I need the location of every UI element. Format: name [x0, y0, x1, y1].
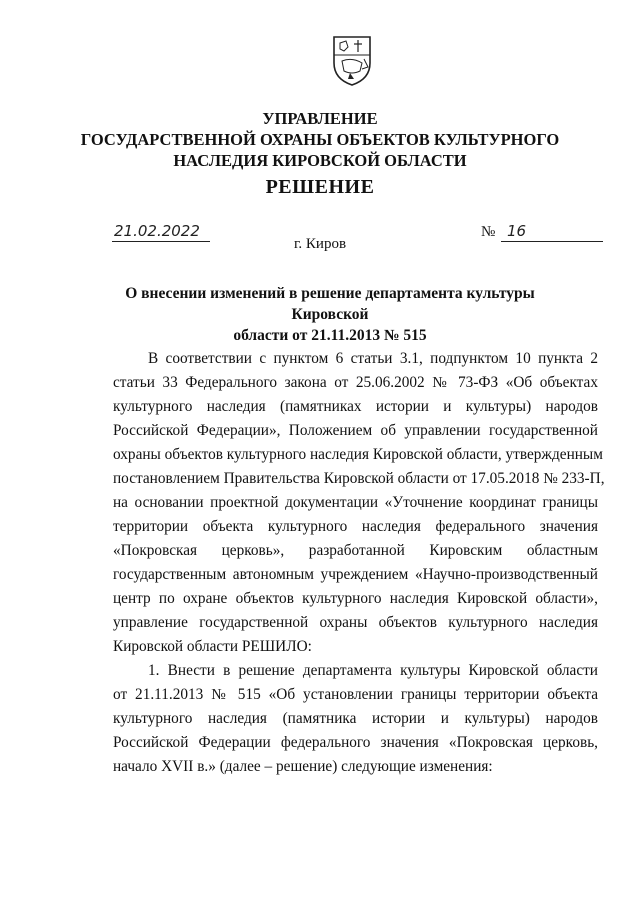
- body-line: культурного наследия (памятника истории и культуры) народов: [113, 710, 598, 727]
- subject-line: области от 21.11.2013 № 515: [233, 327, 427, 344]
- body-line: культурного наследия (памятниках истории и культуры) народов: [113, 398, 598, 415]
- document-type: РЕШЕНИЕ: [265, 176, 375, 198]
- org-line: НАСЛЕДИЯ КИРОВСКОЙ ОБЛАСТИ: [173, 151, 467, 170]
- body-line: управление государственной охраны объектов культурного наследия: [113, 614, 598, 631]
- body-line: территории объекта культурного наследия федерального значения: [113, 518, 598, 535]
- number-label: №: [481, 224, 496, 240]
- subject-line: О внесении изменений в решение департамента культуры Кировской: [125, 285, 535, 323]
- body-line: Кировской области РЕШИЛО:: [113, 638, 312, 655]
- coat-of-arms-icon: [330, 33, 374, 87]
- body-line: Российской Федерации федерального значения «Покровская церковь,: [113, 734, 598, 751]
- body-line: охраны объектов культурного наследия Кировской области, утвержденным: [113, 446, 603, 463]
- body-line: постановлением Правительства Кировской области от 17.05.2018 № 233-П,: [113, 470, 605, 487]
- document-subject: [90, 283, 570, 346]
- body-line: статьи 33 Федерального закона от 25.06.2002 № 73-ФЗ «Об объектах: [113, 374, 598, 391]
- body-line: центр по охране объектов культурного наследия Кировской области»,: [113, 590, 598, 607]
- document-number: 16: [501, 221, 603, 242]
- body-line: «Покровская церковь», разработанной Кировским областным: [113, 542, 598, 559]
- document-date: 21.02.2022: [112, 221, 210, 242]
- body-line: В соответствии с пунктом 6 статьи 3.1, подпунктом 10 пункта 2: [148, 350, 598, 367]
- body-line: на основании проектной документации «Уточнение координат границы: [113, 494, 598, 511]
- issuing-authority: [0, 108, 640, 171]
- org-line: УПРАВЛЕНИЕ: [262, 109, 378, 128]
- document-body: [113, 347, 605, 779]
- body-line: Российской Федерации», Положением об управлении государственной: [113, 422, 598, 439]
- body-line: государственным автономным учреждением «Научно-производственный: [113, 566, 598, 583]
- org-line: ГОСУДАРСТВЕННОЙ ОХРАНЫ ОБЪЕКТОВ КУЛЬТУРНОГО: [80, 130, 560, 149]
- body-line: от 21.11.2013 № 515 «Об установлении границы территории объекта: [113, 686, 598, 703]
- body-line: 1. Внести в решение департамента культуры Кировской области: [148, 662, 598, 679]
- body-line: начало XVII в.» (далее – решение) следующие изменения:: [113, 758, 493, 775]
- document-city: г. Киров: [293, 236, 347, 252]
